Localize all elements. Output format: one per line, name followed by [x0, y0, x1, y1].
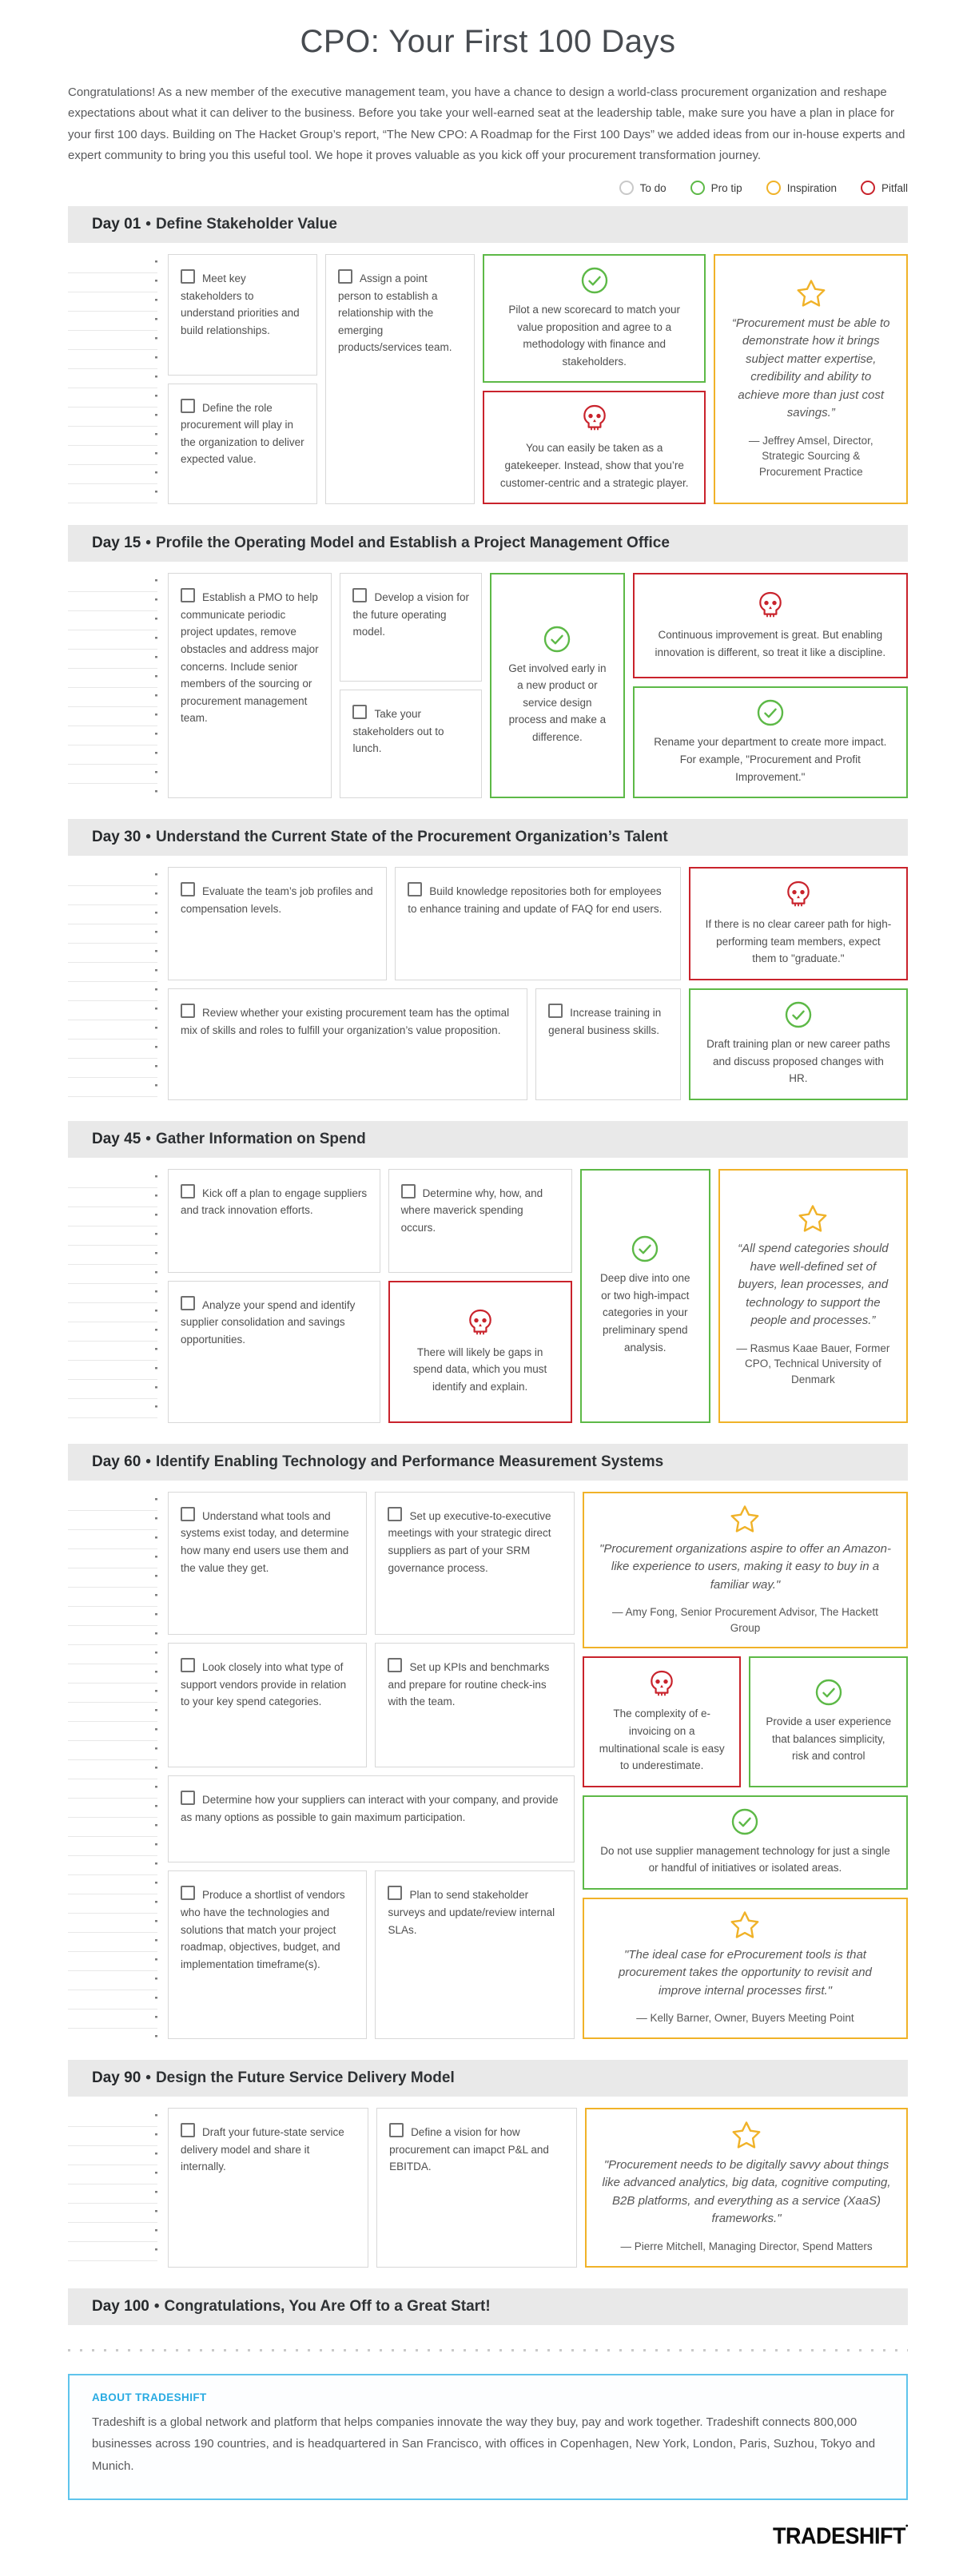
tradeshift-logo: TRADESHIFT• [772, 2521, 908, 2549]
pitfall-card [388, 1281, 572, 1423]
day-60-header [68, 1444, 908, 1481]
skull-icon [784, 880, 813, 908]
legend-label: Inspiration [786, 181, 837, 194]
card-row [168, 1492, 908, 2039]
star-icon [730, 1505, 760, 1533]
card-column [583, 1898, 908, 2039]
card-column [168, 867, 387, 980]
checkbox-icon[interactable] [181, 1184, 195, 1199]
todo-card [168, 2108, 368, 2268]
checkbox-icon[interactable] [181, 1886, 195, 1900]
inspiration-card [714, 254, 908, 504]
todo-text: Look closely into what type of support vendors provide in relation to your key spend categories. [181, 1661, 347, 1708]
quote-attribution: — Amy Fong, Senior Procurement Advisor, The Hackett Group [612, 1606, 878, 1634]
card-column [375, 1643, 574, 1767]
legend-label: To do [639, 181, 667, 194]
card-column [583, 1492, 908, 1649]
quote-text: "Procurement organizations aspire to offer an Amazon-like experience to users, making it easy to buy in a familiar way." [599, 1541, 891, 1592]
todo-card [168, 867, 387, 980]
legend-item-inspiration [766, 181, 837, 195]
todo-text: Increase training in general business skills. [548, 1006, 662, 1036]
card-row [168, 867, 908, 980]
todo-card [168, 1643, 367, 1767]
card-row [168, 1492, 575, 1635]
todo-card [168, 1870, 367, 2039]
card-column [376, 2108, 577, 2268]
todo-text: Establish a PMO to help communicate periodic project updates, remove obstacles and address major concerns. Include senior members of the sourcing or procurement management team. [181, 591, 319, 725]
checkbox-icon[interactable] [408, 882, 422, 896]
about-heading: ABOUT TRADESHIFT [92, 2391, 207, 2403]
legend-label: Pro tip [710, 181, 742, 194]
protip-card [483, 254, 706, 383]
todo-card [375, 1870, 574, 2039]
todo-card [168, 1492, 367, 1635]
pitfall-text: There will likely be gaps in spend data, which you must identify and explain. [412, 1346, 547, 1393]
card-column [583, 1795, 908, 1890]
day-30-section [68, 819, 908, 1121]
star-icon [731, 2121, 762, 2149]
card-column [340, 573, 482, 798]
card-row [168, 1775, 575, 1862]
dotted-separator [68, 2349, 908, 2351]
day-01-section [68, 206, 908, 525]
ruled-note-margin [68, 573, 157, 798]
quote-text: "The ideal case for eProcurement tools is that procurement takes the opportunity to revisit and improve internal processes first." [619, 1947, 872, 1998]
card-column [375, 1492, 574, 1635]
day-title: Congratulations, You Are Off to a Great Start! [164, 2297, 491, 2315]
inspiration-card [718, 1169, 908, 1423]
checkbox-icon[interactable] [389, 2123, 404, 2137]
legend-item-protip [690, 181, 742, 195]
page [0, 24, 959, 2549]
quote-text: “Procurement must be able to demonstrate how it brings subject matter expertise, credibility and ability to achieve more than just cost savings.” [731, 316, 890, 420]
card-row [583, 1492, 908, 1649]
todo-card [535, 988, 681, 1100]
card-column [388, 1169, 572, 1273]
quote-text: "Procurement needs to be digitally savvy about things like advanced analytics, big data, cognitive computing, B2B platforms, and everything as a service (XaaS) frameworks." [602, 2157, 891, 2226]
checkbox-icon[interactable] [181, 269, 195, 284]
checkbox-icon[interactable] [388, 1658, 402, 1672]
ruled-note-margin [68, 2108, 157, 2268]
day-60-section [68, 1444, 908, 2060]
day-label: Day 100 [92, 2297, 149, 2315]
day-sections [68, 206, 908, 2325]
card-row [168, 254, 908, 504]
quote-attribution: — Jeffrey Amsel, Director, Strategic Sourcing & Procurement Practice [748, 434, 873, 478]
card-column [375, 1870, 574, 2039]
todo-text: Kick off a plan to engage suppliers and track innovation efforts. [181, 1187, 368, 1217]
day-label: Day 60 [92, 1453, 141, 1470]
card-row [168, 573, 908, 798]
card-column [168, 988, 527, 1100]
todo-text: Review whether your existing procurement team has the optimal mix of skills and roles to fulfill your organization’s value proposition. [181, 1006, 510, 1036]
protip-text: Deep dive into one or two high-impact categories in your preliminary spend analysis. [599, 1272, 690, 1354]
card-column [168, 1281, 380, 1423]
day-100-header [68, 2288, 908, 2325]
todo-card [168, 988, 527, 1100]
protip-text: Provide a user experience that balances simplicity, risk and control [766, 1715, 892, 1763]
card-column [325, 254, 475, 504]
legend-item-pitfall [861, 181, 908, 195]
card-row [583, 1656, 908, 1787]
protip-text: Rename your department to create more impact. For example, "Procurement and Profit Improvement." [654, 736, 887, 783]
todo-text: Produce a shortlist of vendors who have the technologies and solutions that match your project roadmap, objectives, budget, and implementation timeframe(s). [181, 1889, 345, 1970]
day-01-header [68, 206, 908, 243]
checkbox-icon[interactable] [181, 588, 195, 602]
ruled-note-margin [68, 254, 157, 504]
protip-text: Pilot a new scorecard to match your value proposition and agree to a methodology with finance and stakeholders. [508, 304, 680, 368]
protip-text: Get involved early in a new product or service design process and make a difference. [508, 662, 607, 744]
card-column [168, 1492, 367, 1635]
todo-text: Take your stakeholders out to lunch. [352, 708, 444, 755]
checkbox-icon[interactable] [338, 269, 352, 284]
card-column [168, 1492, 575, 2039]
intro-text: Congratulations! As a new member of the executive management team, you have a chance to design a world-class procurement organization and reshape expectations about what it can deliver to the business. Before you take your well-earned seat at the leadership table, make sure you have a plan in place for your first 100 days. Building on The Hacket Group’s report, “The New CPO: A Roadmap for the First 100 Days” we added ideas from our in-house experts and expert community to bring you this useful tool. We hope it proves valuable as you kick off your procurement transformation journey. [68, 85, 905, 162]
skull-icon [647, 1669, 676, 1698]
checkbox-icon[interactable] [548, 1004, 563, 1018]
todo-card [395, 867, 681, 980]
checkbox-icon[interactable] [181, 1296, 195, 1310]
todo-card [376, 2108, 577, 2268]
day-90-header [68, 2060, 908, 2097]
protip-card [580, 1169, 710, 1423]
card-column [490, 573, 624, 798]
todo-card [168, 1169, 380, 1273]
checkbox-icon[interactable] [181, 1507, 195, 1521]
legend-item-todo [619, 181, 667, 195]
card-row [168, 2108, 908, 2268]
check-circle-icon [785, 1001, 812, 1028]
bullet: • [145, 2069, 151, 2086]
day-label: Day 90 [92, 2069, 141, 2086]
card-column [689, 988, 908, 1100]
todo-card [168, 254, 317, 376]
quote-attribution: — Rasmus Kaae Bauer, Former CPO, Technical University of Denmark [736, 1342, 890, 1385]
protip-card [749, 1656, 908, 1787]
pitfall-text: You can easily be taken as a gatekeeper. Instead, show that you’re customer-centric and a strategic player. [499, 442, 689, 489]
checkbox-icon[interactable] [401, 1184, 416, 1199]
ruled-note-margin [68, 1492, 157, 2039]
todo-text: Analyze your spend and identify supplier consolidation and savings opportunities. [181, 1298, 356, 1346]
quote-text: “All spend categories should have well-defined set of buyers, lean processes, and technology to support the people and processes.” [738, 1242, 889, 1328]
checkbox-icon[interactable] [181, 399, 195, 413]
checkbox-icon[interactable] [181, 1791, 195, 1805]
checkbox-icon[interactable] [352, 588, 367, 602]
todo-card [168, 384, 317, 505]
todo-text: Define the role procurement will play in the organization to deliver expected value. [181, 401, 304, 466]
protip-legend-dot-icon [690, 181, 705, 195]
card-column [168, 573, 332, 798]
checkbox-icon[interactable] [181, 882, 195, 896]
inspiration-legend-dot-icon [766, 181, 781, 195]
card-column [168, 254, 317, 504]
card-column [718, 1169, 908, 1423]
card-column [583, 1656, 742, 1787]
day-title: Define Stakeholder Value [155, 216, 337, 233]
bullet: • [145, 1130, 151, 1147]
about-box [68, 2374, 908, 2500]
day-label: Day 01 [92, 216, 141, 233]
check-circle-icon [731, 1808, 758, 1835]
check-circle-icon [543, 626, 571, 653]
bullet: • [153, 2297, 160, 2315]
day-title: Design the Future Service Delivery Model [155, 2069, 455, 2086]
todo-text: Draft your future-state service delivery model and share it internally. [181, 2125, 344, 2173]
bullet: • [145, 829, 151, 846]
pitfall-card [689, 867, 908, 980]
about-text: Tradeshift is a global network and platform that helps companies innovate the way they buy, pay and work together. Tradeshift connects 800,000 businesses across 190 countries, and is headquartered in San Francisco, with offices in Copenhagen, New York, London, Paris, Suzhou, Tokyo and Munich. [92, 2415, 876, 2474]
checkbox-icon[interactable] [388, 1886, 402, 1900]
day-label: Day 45 [92, 1130, 141, 1147]
bullet: • [145, 535, 151, 552]
card-column [689, 867, 908, 980]
check-circle-icon [815, 1679, 842, 1706]
day-label: Day 15 [92, 535, 141, 552]
quote-attribution: — Pierre Mitchell, Managing Director, Spend Matters [620, 2240, 873, 2252]
pitfall-card [633, 573, 908, 678]
pitfall-text: The complexity of e-invoicing on a multinational scale is easy to underestimate. [599, 1707, 725, 1772]
card-row [583, 1898, 908, 2039]
card-column [168, 1643, 367, 1767]
todo-text: Evaluate the team’s job profiles and compensation levels. [181, 885, 373, 915]
day-45-header [68, 1121, 908, 1158]
card-column [395, 867, 681, 980]
check-circle-icon [581, 267, 608, 294]
card-column [580, 1169, 710, 1423]
checkbox-icon[interactable] [181, 2123, 195, 2137]
todo-text: Set up executive-to-executive meetings with your strategic direct suppliers as part of your SRM governance process. [388, 1509, 551, 1574]
card-row [168, 1281, 572, 1423]
pitfall-text: Continuous improvement is great. But enabling innovation is different, so treat it like a discipline. [655, 629, 886, 658]
legend-label: Pitfall [881, 181, 908, 194]
todo-text: Develop a vision for the future operating model. [352, 591, 470, 638]
star-icon [796, 279, 826, 308]
card-column [168, 2108, 368, 2268]
todo-text: Set up KPIs and benchmarks and prepare for routine check-ins with the team. [388, 1661, 550, 1708]
bullet: • [145, 216, 151, 233]
card-column [168, 1169, 380, 1273]
pitfall-legend-dot-icon [861, 181, 875, 195]
ruled-note-margin [68, 867, 157, 1100]
protip-card [633, 686, 908, 798]
skull-icon [756, 590, 785, 619]
day-label: Day 30 [92, 829, 141, 846]
day-100-section [68, 2288, 908, 2325]
card-column [483, 254, 706, 504]
bullet: • [145, 1453, 151, 1470]
legend [68, 181, 908, 195]
card-row [168, 1169, 572, 1273]
skull-icon [466, 1308, 495, 1337]
todo-card [375, 1492, 574, 1635]
card-row [583, 1795, 908, 1890]
card-column [168, 1870, 367, 2039]
check-circle-icon [757, 699, 784, 726]
card-column [749, 1656, 908, 1787]
page-title: CPO: Your First 100 Days [300, 24, 676, 59]
todo-text: Meet key stakeholders to understand priorities and build relationships. [181, 272, 300, 336]
day-title: Profile the Operating Model and Establish a Project Management Office [155, 535, 670, 552]
ruled-note-margin [68, 1169, 157, 1423]
checkbox-icon[interactable] [388, 1507, 402, 1521]
todo-text: Plan to send stakeholder surveys and update/review internal SLAs. [388, 1889, 555, 1936]
todo-card [388, 1169, 572, 1273]
day-45-section [68, 1121, 908, 1444]
card-row [168, 1870, 575, 2039]
card-column [583, 1492, 908, 2039]
checkbox-icon[interactable] [181, 1658, 195, 1672]
inspiration-card [585, 2108, 908, 2268]
todo-card [340, 573, 482, 682]
todo-text: Determine how your suppliers can interact with your company, and provide as many options as possible to gain maximum participation. [181, 1794, 559, 1823]
card-column [633, 573, 908, 798]
pitfall-card [583, 1656, 742, 1787]
pitfall-card [483, 391, 706, 504]
protip-card [490, 573, 624, 798]
protip-text: Draft training plan or new career paths and discuss proposed changes with HR. [706, 1037, 890, 1085]
protip-card [689, 988, 908, 1100]
card-column [168, 1775, 575, 1862]
card-row [168, 988, 908, 1100]
todo-text: Determine why, how, and where maverick spending occurs. [400, 1187, 543, 1234]
skull-icon [580, 403, 609, 432]
checkbox-icon[interactable] [181, 1004, 195, 1018]
quote-attribution: — Kelly Barner, Owner, Buyers Meeting Point [636, 2012, 854, 2025]
star-icon [798, 1204, 828, 1233]
card-column [714, 254, 908, 504]
protip-text: Do not use supplier management technology for just a single or handful of initiatives or isolated areas. [600, 1844, 890, 1874]
day-15-header [68, 525, 908, 562]
star-icon [730, 1910, 760, 1939]
day-15-section [68, 525, 908, 819]
day-title: Gather Information on Spend [155, 1130, 366, 1147]
todo-card [168, 573, 332, 798]
day-90-section [68, 2060, 908, 2288]
todo-text: Assign a point person to establish a relationship with the emerging products/services team. [337, 272, 452, 354]
todo-text: Build knowledge repositories both for employees to enhance training and update of FAQ for end users. [408, 885, 663, 915]
todo-card [168, 1775, 575, 1862]
card-column [168, 1169, 572, 1423]
day-title: Understand the Current State of the Procurement Organization’s Talent [155, 829, 668, 846]
todo-text: Understand what tools and systems exist today, and determine how many end users use them and the value they get. [181, 1509, 349, 1574]
todo-card [325, 254, 475, 504]
inspiration-card [583, 1492, 908, 1649]
check-circle-icon [631, 1235, 659, 1262]
protip-card [583, 1795, 908, 1890]
checkbox-icon[interactable] [352, 705, 367, 719]
card-row [168, 1169, 908, 1423]
trademark-dot: • [905, 2521, 908, 2531]
card-column [388, 1281, 572, 1423]
todo-card [340, 690, 482, 798]
pitfall-text: If there is no clear career path for high-performing team members, expect them to "graduate." [705, 918, 892, 965]
day-30-header [68, 819, 908, 856]
todo-card [375, 1643, 574, 1767]
todo-legend-dot-icon [619, 181, 634, 195]
card-row [168, 1643, 575, 1767]
inspiration-card [583, 1898, 908, 2039]
todo-text: Define a vision for how procurement can imapct P&L and EBITDA. [389, 2125, 549, 2173]
card-column [585, 2108, 908, 2268]
todo-card [168, 1281, 380, 1423]
day-title: Identify Enabling Technology and Performance Measurement Systems [155, 1453, 664, 1470]
card-column [535, 988, 681, 1100]
